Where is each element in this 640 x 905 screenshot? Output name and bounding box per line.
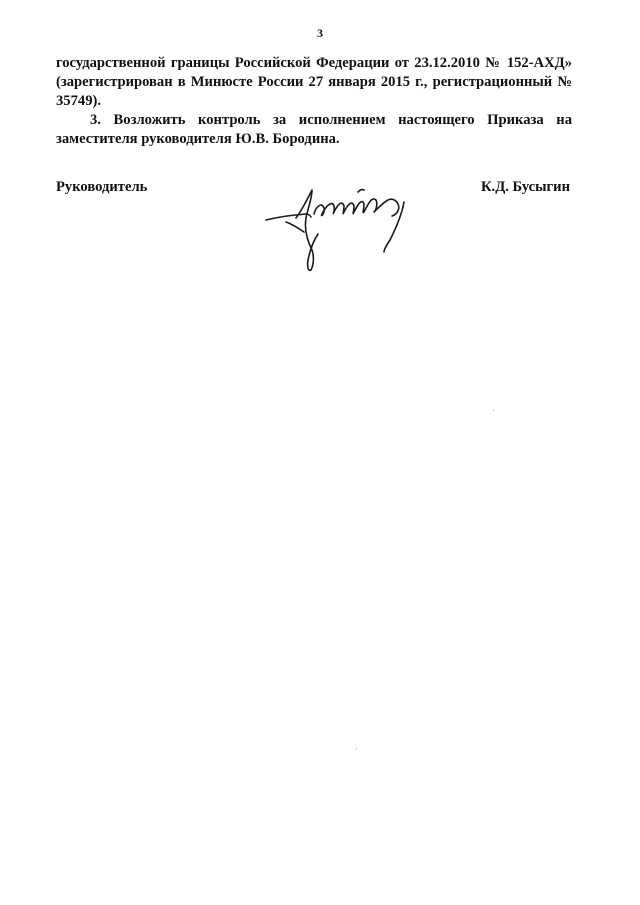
scan-speck [356, 748, 357, 749]
scan-speck [493, 410, 494, 411]
page-number: 3 [317, 26, 323, 40]
document-body [56, 54, 572, 149]
paragraph-continuation: государственной границы Российской Федерации от 23.12.2010 № 152-АХД» (зарегистрирован в Минюсте России 27 января 2015 г., регистрационный № 35749). [56, 55, 572, 109]
handwritten-signature-icon [262, 184, 412, 276]
signer-title: Руководитель [56, 179, 148, 195]
signer-name: К.Д. Бусыгин [480, 179, 570, 195]
paragraph-item-3: 3. Возложить контроль за исполнением настоящего Приказа на заместителя руководителя Ю.В. Бородина. [56, 112, 572, 147]
